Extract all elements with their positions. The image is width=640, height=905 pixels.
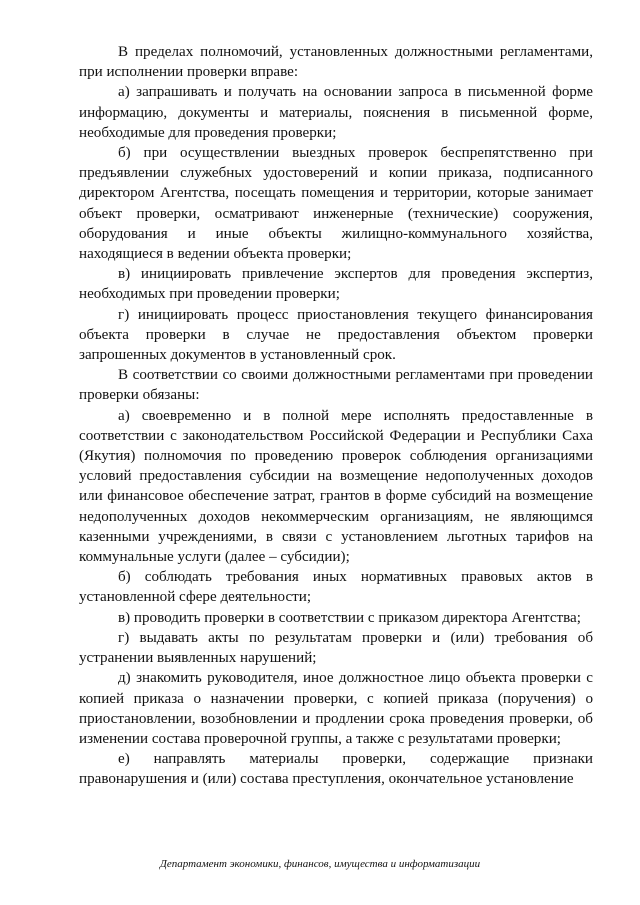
paragraph-duty-b: б) соблюдать требования иных нормативных правовых актов в установленной сфере деятельности; xyxy=(79,569,593,606)
paragraph-right-v: в) инициировать привлечение экспертов для проведения экспертиз, необходимых при проведении проверки; xyxy=(79,266,593,303)
paragraph-duty-d: д) знакомить руководителя, иное должностное лицо объекта проверки с копией приказа о назначении проверки, с копией приказа (поручения) о приостановлении, возобновлении и продлении срока проведения проверки, об изменении состава проверочной группы, а также с результатами проверки; xyxy=(79,670,593,747)
paragraph-right-b: б) при осуществлении выездных проверок беспрепятственно при предъявлении служебных удостоверений и копии приказа, подписанного директором Агентства, посещать помещения и территории, которые занимает объект проверки, осматривают инженерные (технические) сооружения, оборудования и иные объекты жилищно-коммунального хозяйства, находящиеся в ведении объекта проверки; xyxy=(79,145,593,263)
paragraph-intro-duties: В соответствии со своими должностными регламентами при проведении проверки обязаны: xyxy=(79,367,593,404)
paragraph-duty-a: а) своевременно и в полной мере исполнять предоставленные в соответствии с законодательством Российской Федерации и Республики Саха (Якутия) полномочия по проведению проверок соблюдения организациями условий предоставления субсидии на возмещение недополученных доходов или финансовое обеспечение затрат, грантов в форме субсидий на возмещение недополученных доходов некоммерческим организациям, не являющимся казенными учреждениями, в связи с установлением льготных тарифов на коммунальные услуги (далее – субсидии); xyxy=(79,407,593,566)
page-footer: Департамент экономики, финансов, имущества и информатизации xyxy=(159,858,481,870)
paragraph-right-a: а) запрашивать и получать на основании запроса в письменной форме информацию, документы и материалы, пояснения в письменной форме, необходимые для проведения проверки; xyxy=(79,84,593,141)
paragraph-intro-rights: В пределах полномочий, установленных должностными регламентами, при исполнении проверки вправе: xyxy=(79,44,593,81)
paragraph-duty-g: г) выдавать акты по результатам проверки и (или) требования об устранении выявленных нарушений; xyxy=(79,629,593,667)
paragraph-duty-v: в) проводить проверки в соответствии с приказом директора Агентства; xyxy=(118,609,581,626)
paragraph-right-g: г) инициировать процесс приостановления текущего финансирования объекта проверки в случае не предоставления объектом проверки запрошенных документов в установленный срок. xyxy=(79,306,593,364)
document-body xyxy=(79,42,593,790)
paragraph-duty-e: е) направлять материалы проверки, содержащие признаки правонарушения и (или) состава преступления, окончательное установление xyxy=(79,751,593,788)
